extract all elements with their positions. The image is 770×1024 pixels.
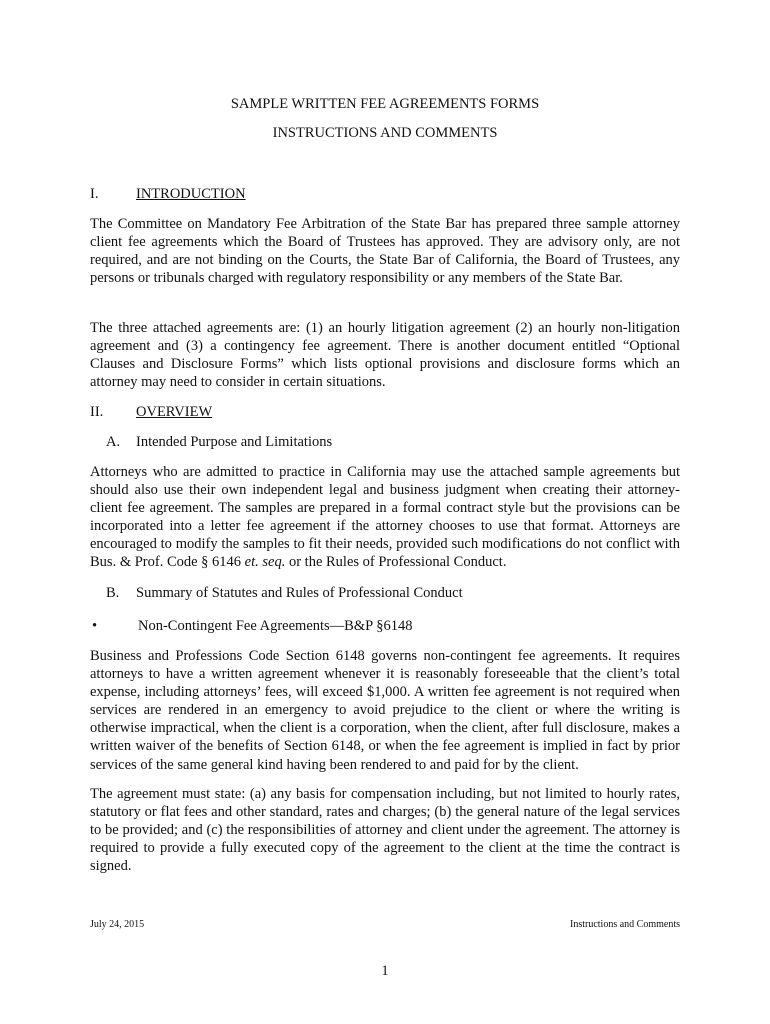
subsection-letter: B. [106, 585, 120, 601]
overview-text-b: or the Rules of Professional Conduct. [285, 554, 507, 571]
section-heading: OVERVIEW [136, 404, 213, 420]
section-overview-heading [90, 404, 212, 421]
statute-paragraph-1: Business and Professions Code Section 6148 governs non-contingent fee agreements. It requires attorneys to have a written agreement whenever it is reasonably foreseeable that the client’s total expense, including attorneys’ fees, will exceed $1,000. A written fee agreement is not required when services are rendered in an emergency to avoid prejudice to the client or where the writing is otherwise impractical, when the client is a corporation, when the client, after full disclosure, makes a written waiver of the benefits of Section 6148, or when the fee agreement is implied in fact by prior services of the same general kind having been rendered to and paid for by the client. [90, 648, 680, 773]
bullet-label: Non-Contingent Fee Agreements—B&P §6148 [138, 618, 413, 634]
overview-text-italic: et. seq. [244, 554, 286, 571]
subsection-label: Intended Purpose and Limitations [136, 434, 333, 450]
subsection-a-heading [106, 434, 332, 451]
bullet-icon: • [92, 618, 98, 634]
footer-date: July 24, 2015 [90, 919, 145, 930]
section-number: II. [90, 404, 104, 420]
subsection-label: Summary of Statutes and Rules of Professional Conduct [136, 585, 463, 601]
bullet-item [90, 618, 413, 635]
subsection-b-heading [106, 585, 463, 602]
overview-text-a: Attorneys who are admitted to practice in California may use the attached sample agreements but should also use their own independent legal and business judgment when creating their attorney-client fee agreement. The samples are prepared in a formal contract style but the provisions can be incorporated into a letter fee agreement if the attorney chooses to use that format. Attorneys are encouraged to modify the samples to fit their needs, provided such modifications do not conflict with Bus. & Prof. Code § 6146 [90, 464, 680, 571]
intro-paragraph-1: The Committee on Mandatory Fee Arbitration of the State Bar has prepared three sample attorney client fee agreements which the Board of Trustees has approved. They are advisory only, are not required, and are not binding on the Courts, the State Bar of California, the Board of Trustees, any persons or tribunals charged with regulatory responsibility or any members of the State Bar. [90, 216, 680, 287]
statute-paragraph-2: The agreement must state: (a) any basis for compensation including, but not limited to hourly rates, statutory or flat fees and other standard, rates and charges; (b) the general nature of the legal services to be provided; and (c) the responsibilities of attorney and client under the agreement. The attorney is required to provide a fully executed copy of the agreement to the client at the time the contract is signed. [90, 786, 680, 875]
document-subtitle: INSTRUCTIONS AND COMMENTS [272, 125, 498, 141]
footer-label: Instructions and Comments [570, 919, 680, 930]
subsection-letter: A. [106, 434, 121, 450]
overview-paragraph [90, 463, 680, 572]
section-number: I. [90, 186, 99, 202]
page-number: 1 [381, 963, 389, 979]
section-introduction-heading [90, 186, 246, 203]
section-heading: INTRODUCTION [136, 186, 246, 202]
document-title: SAMPLE WRITTEN FEE AGREEMENTS FORMS [230, 96, 540, 112]
intro-paragraph-2: The three attached agreements are: (1) an hourly litigation agreement (2) an hourly non-litigation agreement and (3) a contingency fee agreement. There is another document entitled “Optional Clauses and Disclosure Forms” which lists optional provisions and disclosure forms which an attorney may need to consider in certain situations. [90, 320, 680, 391]
